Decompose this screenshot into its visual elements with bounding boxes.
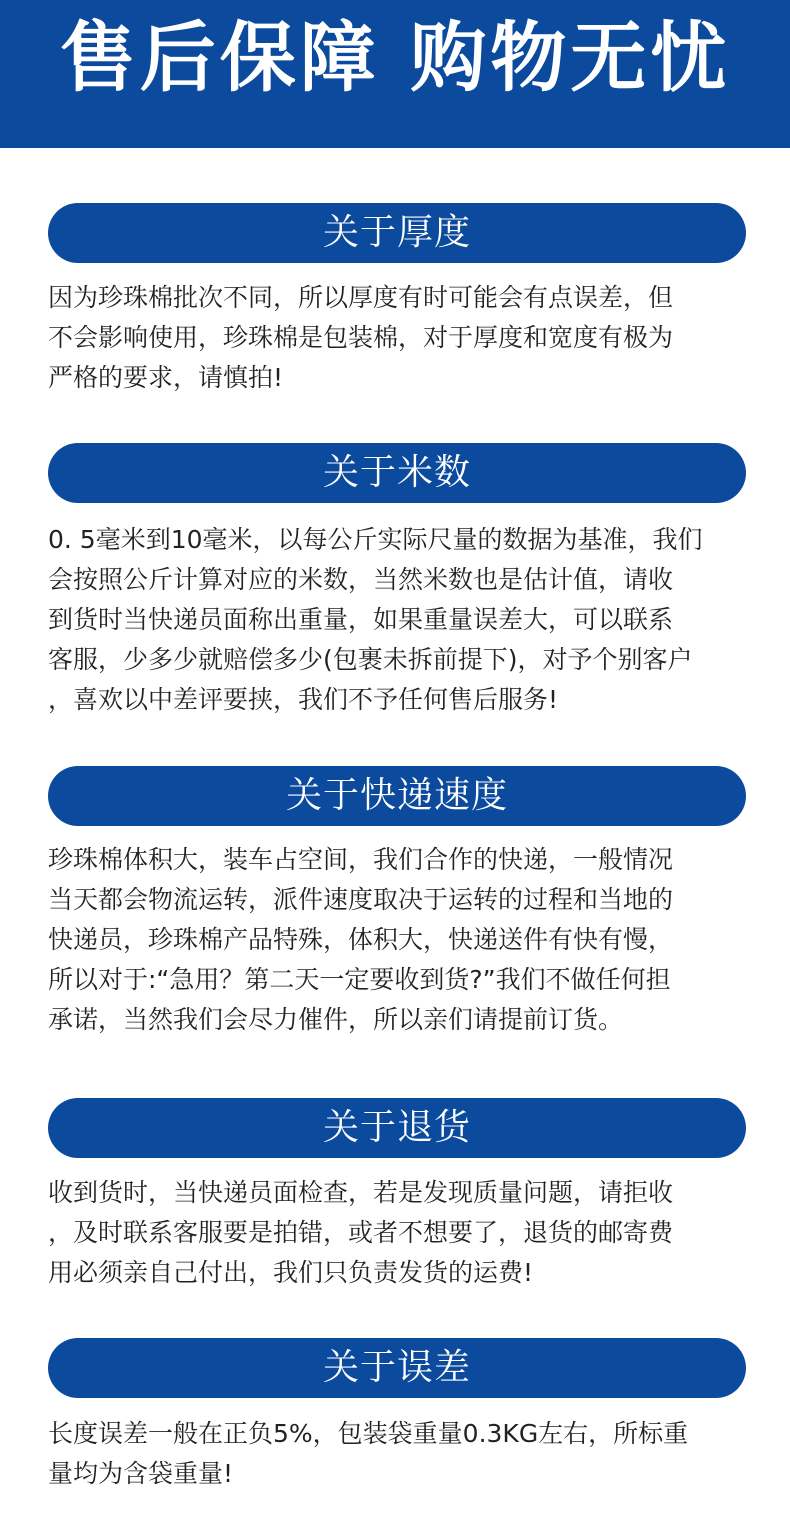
section-line: 客服，少多少就赔偿多少(包裹未拆前提下)，对予个别客户 — [48, 645, 693, 674]
section-body-returns — [48, 1173, 758, 1293]
section-line: 长度误差一般在正负5%，包装袋重量0.3KG左右，所标重 — [48, 1419, 689, 1448]
section-title-tolerance: 关于误差 — [322, 1347, 471, 1388]
section-line: 所以对于:“急用？第二天一定要收到货?”我们不做任何担 — [48, 965, 671, 994]
section-line: 快递员，珍珠棉产品特殊，体积大，快递送件有快有慢， — [48, 925, 674, 954]
section-title-pill-shipping-speed — [48, 766, 746, 826]
section-line: 用必须亲自己付出，我们只负责发货的运费! — [48, 1258, 534, 1287]
section-line: 会按照公斤计算对应的米数，当然米数也是估计值，请收 — [48, 565, 674, 594]
section-line: 到货时当快递员面称出重量，如果重量误差大，可以联系 — [48, 605, 674, 634]
section-line: ，喜欢以中差评要挟，我们不予任何售后服务! — [48, 685, 559, 714]
section-line: 收到货时，当快递员面检查，若是发现质量问题，请拒收 — [48, 1178, 674, 1207]
section-line: 量均为含袋重量! — [48, 1459, 234, 1488]
section-line: 因为珍珠棉批次不同，所以厚度有时可能会有点误差，但 — [48, 283, 674, 312]
section-line: 严格的要求，请慎拍! — [48, 363, 284, 392]
section-line: ，及时联系客服要是拍错，或者不想要了，退货的邮寄费 — [48, 1218, 674, 1247]
section-body-shipping-speed — [48, 840, 758, 1040]
section-title-pill-returns — [48, 1098, 746, 1158]
section-line: 不会影响使用，珍珠棉是包装棉，对于厚度和宽度有极为 — [48, 323, 674, 352]
section-title-returns: 关于退货 — [322, 1107, 471, 1148]
section-body-thickness — [48, 278, 758, 398]
section-title-pill-thickness — [48, 203, 746, 263]
section-title-pill-meters — [48, 443, 746, 503]
section-title-shipping-speed: 关于快递速度 — [285, 775, 508, 816]
section-title-meters: 关于米数 — [322, 452, 471, 493]
section-body-meters — [48, 520, 758, 720]
section-title-thickness: 关于厚度 — [322, 212, 471, 253]
header-title: 售后保障 购物无忧 — [59, 13, 731, 102]
section-line: 承诺，当然我们会尽力催件，所以亲们请提前订货。 — [48, 1005, 624, 1034]
section-title-pill-tolerance — [48, 1338, 746, 1398]
section-body-tolerance — [48, 1414, 758, 1494]
section-line: 0. 5毫米到10毫米，以每公斤实际尺量的数据为基准，我们 — [48, 525, 703, 554]
section-line: 当天都会物流运转，派件速度取决于运转的过程和当地的 — [48, 885, 674, 914]
header-banner — [0, 0, 790, 148]
section-line: 珍珠棉体积大，装车占空间，我们合作的快递，一般情况 — [48, 845, 674, 874]
